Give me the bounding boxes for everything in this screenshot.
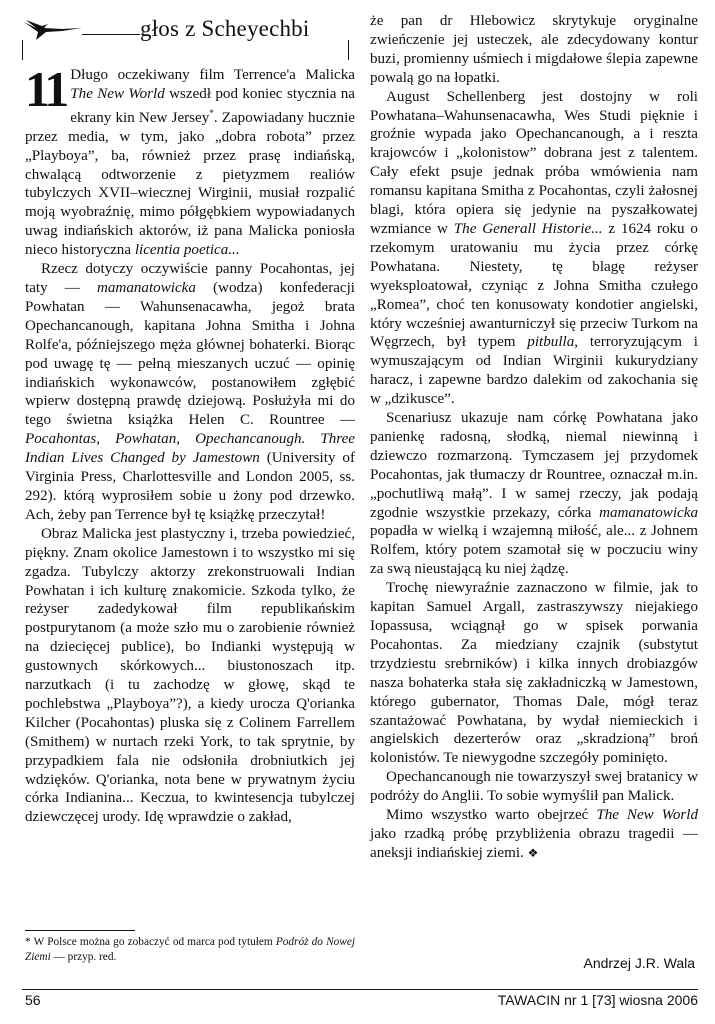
article-paragraph: Opechancanough nie towarzyszył swej bratanicy w podróży do Anglii. To sobie wymyślił pan Malick. <box>370 769 698 805</box>
page-number: 56 <box>25 992 41 1008</box>
article-paragraph: 11 Długo oczekiwany film Terrence'a Malicka The New World wszedł pod koniec stycznia na ekrany kin New Jersey*. Zapowiadany hucznie przez media, w tym, jako „dobra robota” przez „Playboya”, ba, również przez prasę indiańską, chwalącą odtworzenie z pietyzmem realiów tubylczych XVII–wiecznej Wirginii, musiał rozpalić moją wyobraźnię, mimo półgębkiem wypowiadanych uwag indiańskich aktorów, iż pana Malicka poniosła nieco historyczna licentia poetica... <box>25 61 356 259</box>
section-header <box>22 10 342 56</box>
author-signature: Andrzej J.R. Wala <box>583 955 695 971</box>
end-mark-icon: ❖ <box>527 845 539 860</box>
magazine-issue: TAWACIN nr 1 [73] wiosna 2006 <box>497 992 698 1008</box>
article-paragraph: Scenariusz ukazuje nam córkę Powhatana jako panienkę radosną, słodką, niemal niewinną i dziewczo rozmarzoną. Tymczasem jej przydomek Pocahontas, jak tłumaczy dr Rountree, oznaczał m.in. „pochutliwą małą”. I w samej rzeczy, jak podają zgodnie wszystkie przekazy, córka mamanatowicka popadła w wielką i wzajemną miłość, ale... z Johnem Rolfem, który potem szamotał się w poczuciu winy za swą nieustającą ku niej żądzę. <box>370 410 698 578</box>
bird-icon <box>22 14 84 44</box>
article-column-left <box>25 61 356 827</box>
header-frame-right <box>348 40 349 60</box>
article-paragraph: Rzecz dotyczy oczywiście panny Pocahontas, jej taty — mamanatowicka (wodza) konfederacji Powhatan — Wahunsenacawha, jegoż brata Opechancanough, kapitana Johna Smitha i Johna Rolfe'a, późniejszego męża głównej bohaterki. Biorąc pod uwagę tę — pełną mieszanych uczuć — opinię indiańskich wykonawców, postanowiłem zgłębić wpierw dostępną prawdę dziejową. Posłużyła mi do tego świetna książka Helen C. Rountree — Pocahontas, Powhatan, Opechancanough. Three Indian Lives Changed by Jamestown (University of Virginia Press, Charlottesville and London 2005, ss. 292). którą wyprosiłem sobie u żony pod drzewko. Ach, żeby pan Terrence był tę książkę przeczytał! <box>25 261 356 523</box>
drop-cap: 11 <box>25 61 67 117</box>
header-frame-left <box>22 40 23 60</box>
article-paragraph: Obraz Malicka jest plastyczny i, trzeba powiedzieć, piękny. Znam okolice Jamestown i to wszystko mi się zgadza. Tubylczy aktorzy zrekonstruowali Indian Powhatan i ich kulturę znakomicie. Szkoda tylko, że reżyser zadedykował film republikańskim postpurytanom (a może szło mu o zarobienie również na dziecięcej publice), bo Indianki występują w gustownych skórkowych... biustonoszach itp. narzutkach (i tu zachodzę w głowę, skąd te pochlebstwa „Playboya”?), a kiedy urocza Q'orianka Kilcher (Pocahontas) pluska się z Colinem Farrellem (Smithem) w nurtach rzeki York, to tak sprytnie, by przypadkiem fala nie odsłoniła drobniutkich jej wdzięków. Q'orianka, nota bene w prywatnym życiu córka Indianina... Keczua, to kwintesencja tubylczej dziewczęcej urody. Idę wprawdzie o zakład, <box>25 525 355 826</box>
article-paragraph: że pan dr Hlebowicz skrytykuje oryginalne zwieńczenie jej usteczek, ale zdecydowany kontur buzi, promienny uśmiech i migdałowe ślepia zapewne powalą go na łopatki. <box>370 13 698 86</box>
footnote: * W Polsce można go zobaczyć od marca pod tytułem Podróż do Nowej Ziemi — przyp. red. <box>25 936 355 963</box>
article-paragraph: August Schellenberg jest dostojny w roli Powhatana–Wahunsenacawha, Wes Studi pięknie i groźnie wypada jako Opechancanough, a i reszta krajowców i „kolonistow” dobrana jest z talentem. Cały efekt psuje jednak próba wmówienia nam romansu kapitana Smitha z Pocahontas, czyli żałosnej blagi, która opiera się jedynie na pyszałkowatej wzmiance w The Generall Historie... z 1624 roku o rzekomym uratowaniu mu życia przez córkę Powhatana. Niestety, tę blagę reżyser wyeksploatował, czyniąc z Johna Smitha czułego „Romea”, choć ten konusowaty kondotier angielski, który wcześniej awanturniczył się przeciw Turkom na Węgrzech, był typem pitbulla, terroryzującym i wymuszającym od Indian Wirginii kukurydziany haracz, i zapewne bardzo dalekim od zakochania się w „dzikusce”. <box>370 88 698 408</box>
article-paragraph: Mimo wszystko warto obejrzeć The New World jako rzadką próbę przybliżenia obrazu tragedii — aneksji indiańskiej ziemi. ❖ <box>370 807 699 861</box>
section-title: głos z Scheyechbi <box>140 16 310 41</box>
footnote-marker: * <box>209 107 214 118</box>
footer-rule <box>22 989 698 990</box>
article-paragraph: Trochę niewyraźnie zaznaczono w filmie, jak to kapitan Samuel Argall, zastraszywszy niejakiego Iopassusa, wciągnął go w spisek porwania Pocahontas. Za miedziany czajnik (substytut trzydziestu srebrników) i kilka innych drobiazgów nasza bohaterka stała się zakładniczką w Jamestown, którego gubernator, Thomas Dale, mógł teraz szantażować Powhatana, by wydał niemieckich i angielskich dezerterów oraz „skradzioną” broń kolonistów. Te niewygodne szczegóły pominięto. <box>370 580 698 767</box>
footnote-rule <box>25 930 135 931</box>
article-column-right <box>370 12 698 863</box>
header-rule <box>82 34 140 35</box>
